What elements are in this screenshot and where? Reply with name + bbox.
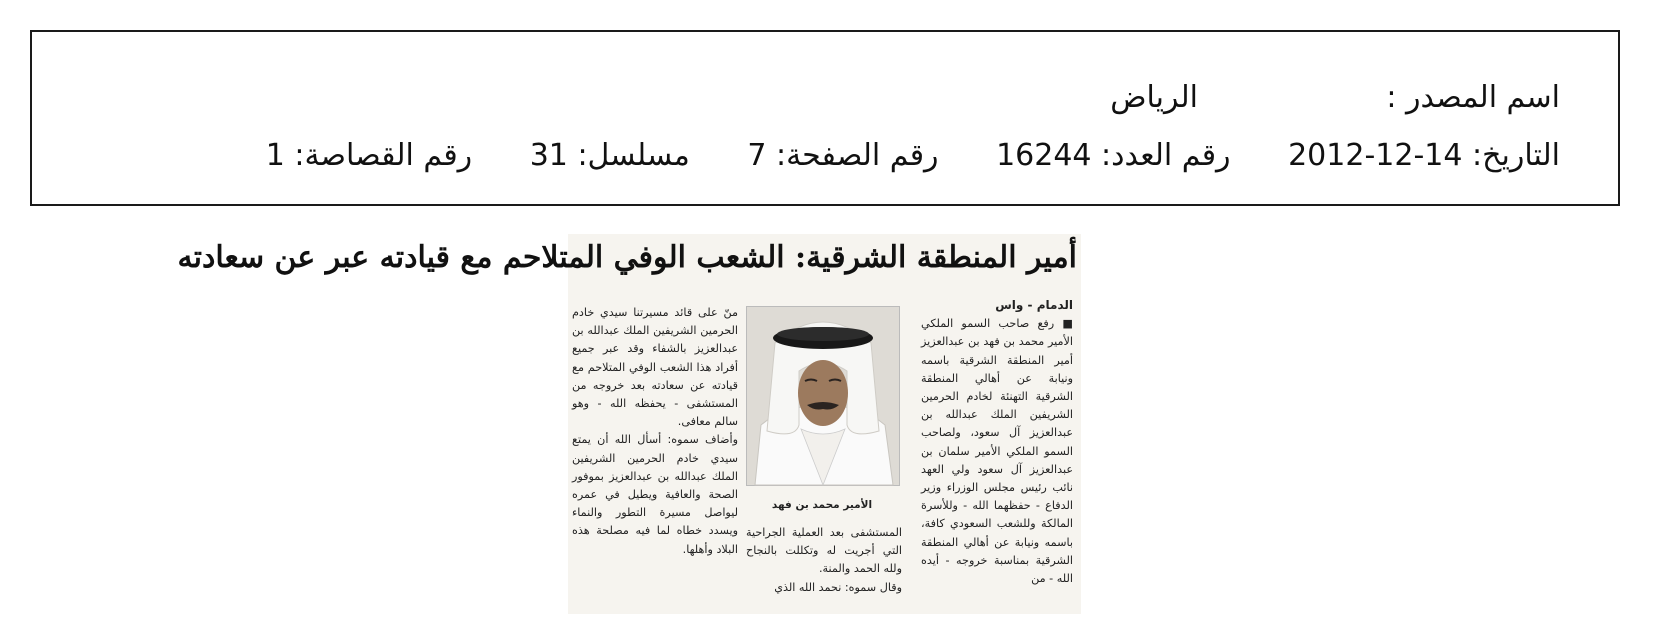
photo-caption: الأمير محمد بن فهد [771,499,873,511]
article-paragraph: ■ رفع صاحب السمو الملكي الأمير محمد بن فهد بن عبدالعزيز أمير المنطقة الشرقية باسمه ونيابة عن أهالي المنطقة الشرقية التهنئة لخادم الحرمين الشريفين الملك عبدالله بن عبدالعزيز آل سعود، ولصاحب السمو الملكي الأمير سلمان بن عبدالعزيز آل سعود ولي العهد نائب رئيس مجلس الوزراء وزير الدفاع - حفظهما الله - وللأسرة المالكة وللشعب السعودي كافة، باسمه ونيابة عن أهالي المنطقة الشرقية بمناسبة خروجه - أيده الله - من [921,317,1073,586]
source-value: الرياض [1110,80,1198,115]
article-column-right [921,296,1073,588]
article-column-left [572,304,738,559]
article-paragraph: المستشفى بعد العملية الجراحية التي أجريت له وتكللت بالنجاح ولله الحمد والمنة. [746,526,902,576]
article-dateline: الدمام - واس [995,298,1073,312]
metadata-line [266,138,1560,173]
clip-number-field: رقم القصاصة: 1 [265,138,473,173]
article-paragraph: وأضاف سموه: أسأل الله أن يمتع سيدي خادم الحرمين الشريفين الملك عبدالله بن عبدالعزيز بموفور الصحة والعافية ويطيل في عمره ليواصل مسيرة التطور والنماء ويسدد خطاه لما فيه مصلحة هذه البلاد وأهلها. [572,433,738,556]
portrait-illustration [747,307,899,485]
newspaper-clipping [177,234,1081,614]
page-number-field: رقم الصفحة: 7 [747,138,939,173]
source-info-box [30,30,1620,206]
portrait-photo [746,306,900,486]
article-headline: أمير المنطقة الشرقية: الشعب الوفي المتلاحم مع قيادته عبر عن سعادته [177,240,1077,275]
article-column-middle [746,524,902,597]
source-label: اسم المصدر : [1386,80,1560,115]
serial-field: مسلسل: 31 [529,138,690,173]
article-paragraph: وقال سموه: نحمد الله الذي [774,580,902,594]
date-field: التاريخ: 14-12-2012 [1288,138,1560,173]
article-paragraph: منّ على قائد مسيرتنا سيدي خادم الحرمين الشريفين الملك عبدالله بن عبدالعزيز بالشفاء وقد عبر جميع أفراد هذا الشعب الوفي المتلاحم مع قيادته عن سعادته بعد خروجه من المستشفى - يحفظه الله - وهو سالم معافى. [572,306,738,429]
issue-number-field: رقم العدد: 16244 [996,138,1231,173]
